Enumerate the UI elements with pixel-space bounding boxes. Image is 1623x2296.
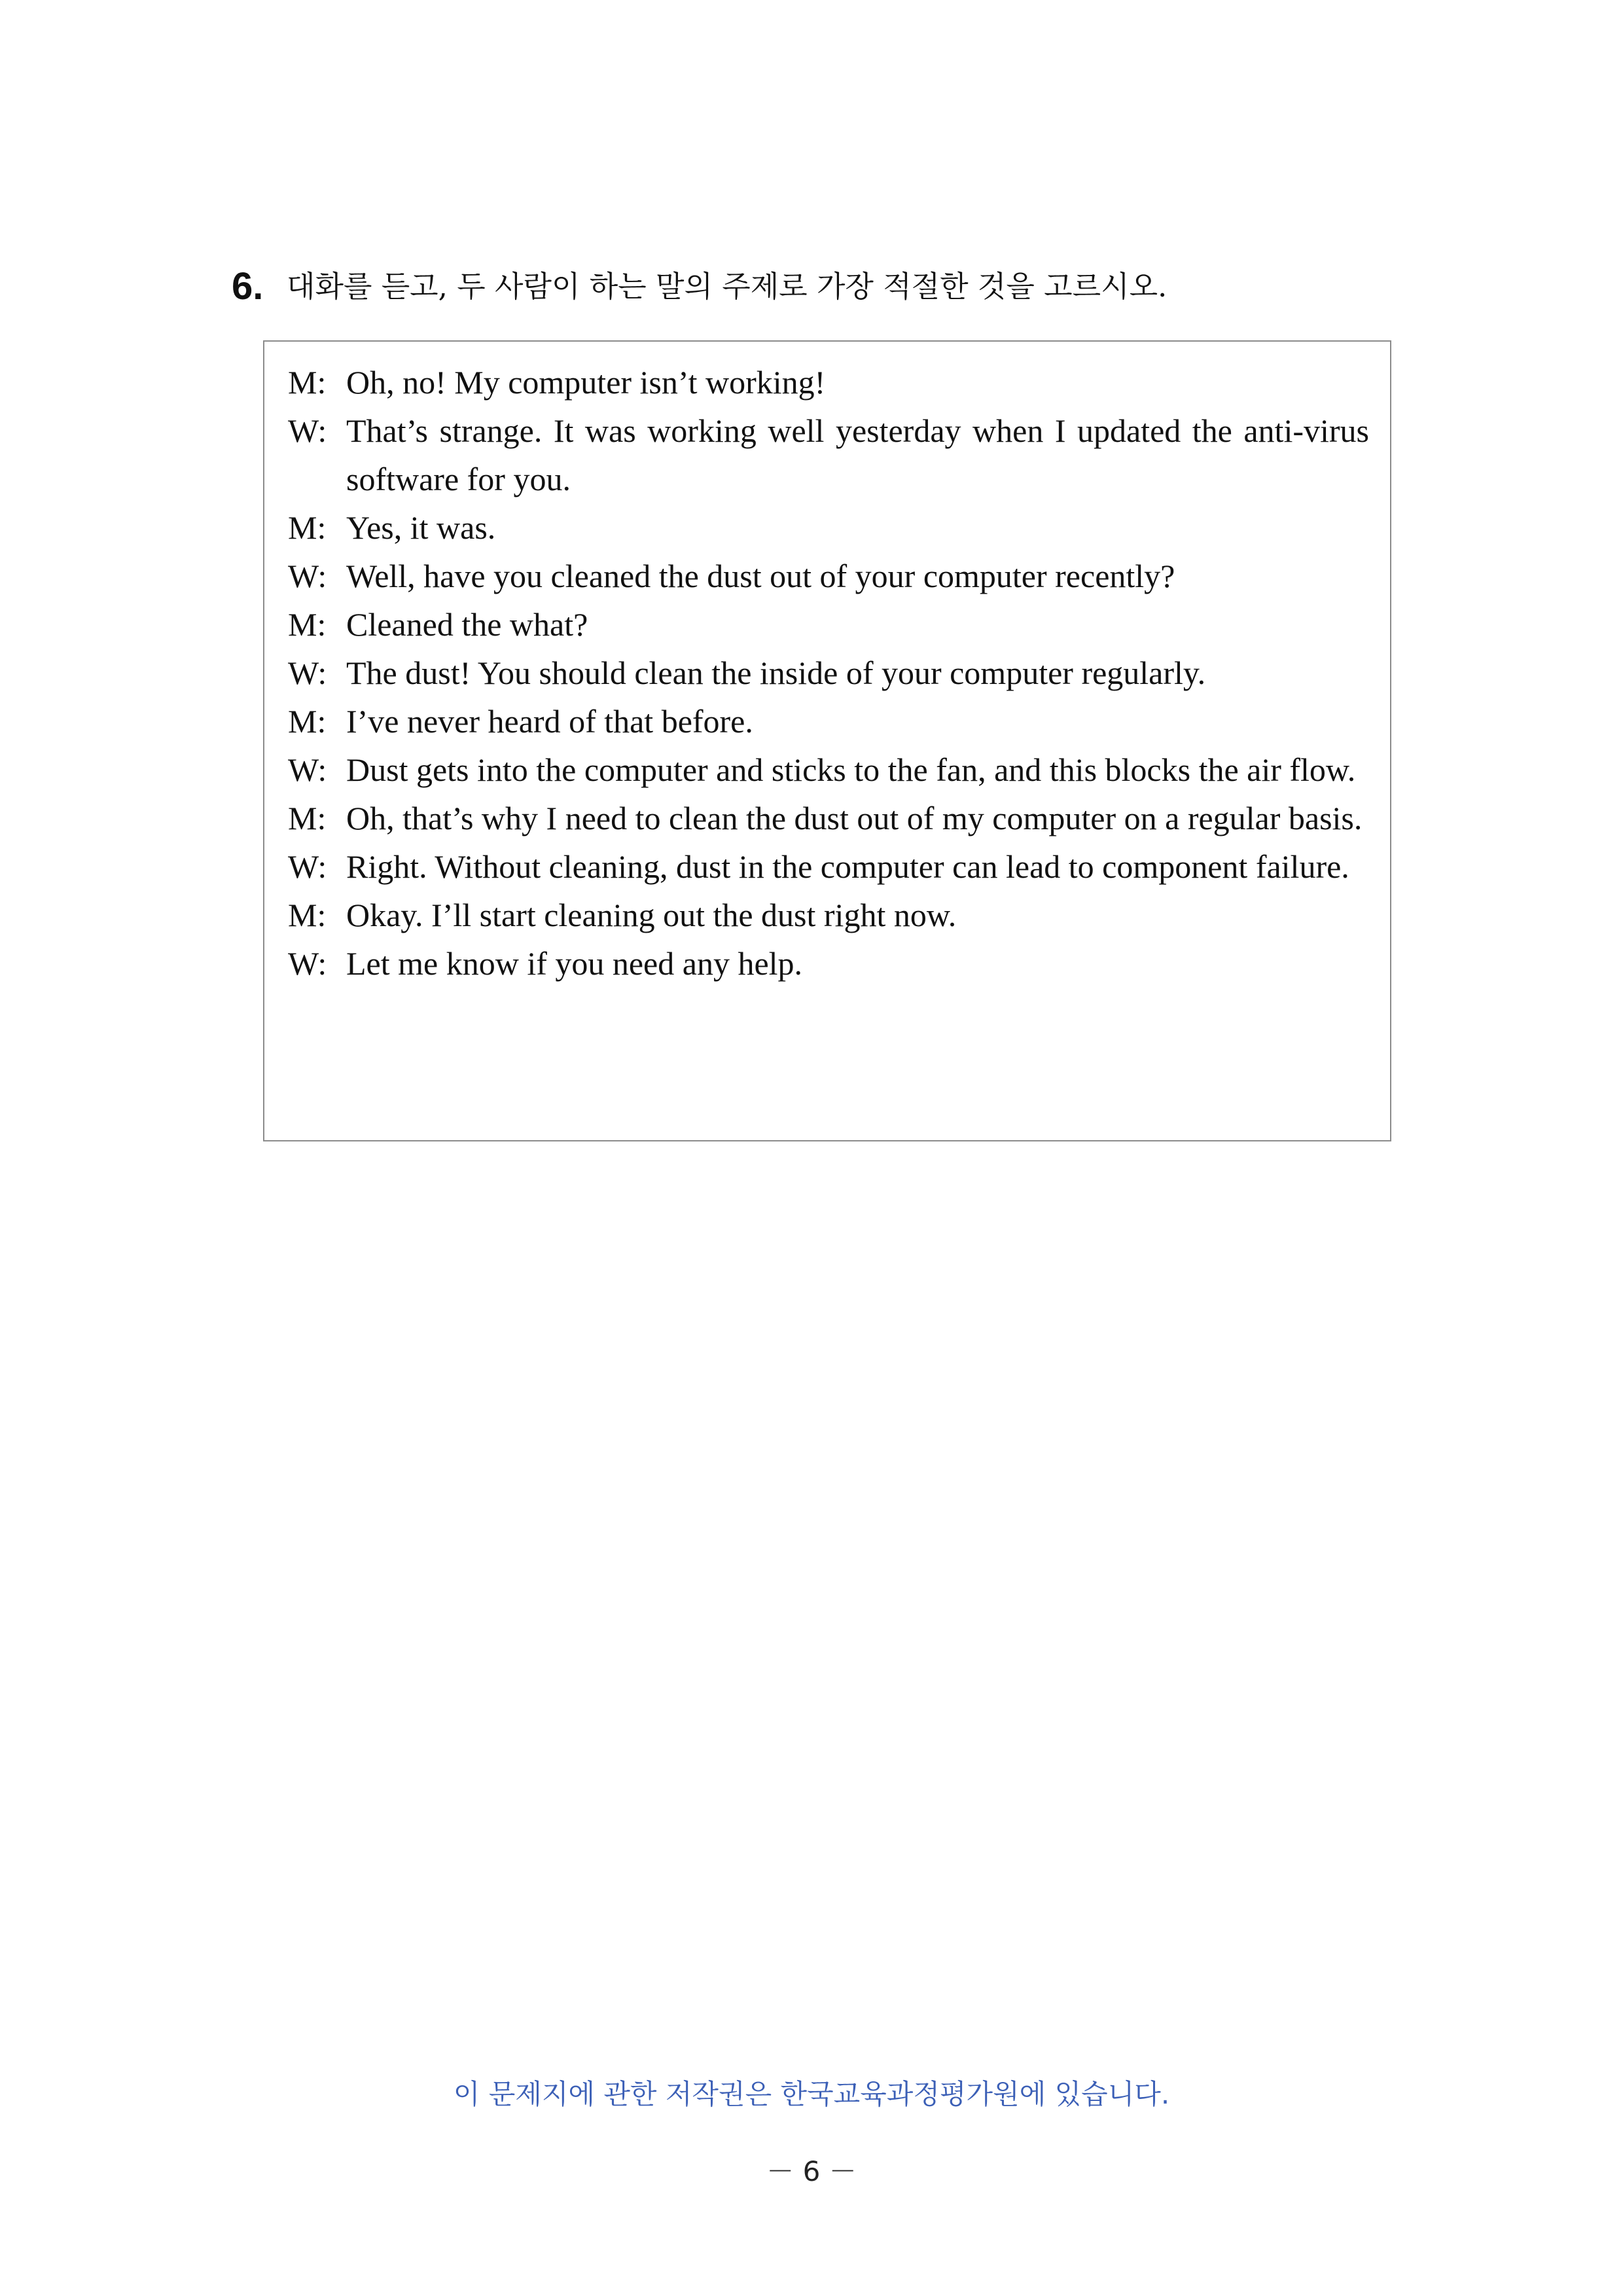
dialogue-line: Dust gets into the computer and sticks to the fan, and this blocks the air flow. [346, 751, 1356, 788]
dialogue-turn [288, 406, 1369, 503]
dialogue-list [288, 358, 1369, 988]
dialogue-line: Okay. I’ll start cleaning out the dust right now. [346, 897, 957, 933]
speaker-label: M: [288, 800, 327, 836]
dialogue-line: The dust! You should clean the inside of your computer regularly. [346, 655, 1206, 691]
dialogue-turn [288, 503, 1369, 552]
dialogue-line: I’ve never heard of that before. [346, 703, 753, 740]
question-header [232, 260, 1410, 313]
dialogue-turn [288, 358, 1369, 406]
dialogue-turn [288, 939, 1369, 988]
dialogue-line: Oh, no! My computer isn’t working! [346, 364, 826, 401]
dialogue-line: Right. Without cleaning, dust in the computer can lead to component failure. [346, 848, 1349, 885]
speaker-label: W: [288, 655, 327, 691]
speaker-label: M: [288, 703, 327, 740]
dialogue-turn [288, 745, 1369, 794]
speaker-label: W: [288, 558, 327, 594]
speaker-label: W: [288, 848, 327, 885]
dialogue-turn [288, 794, 1369, 842]
speaker-label: M: [288, 364, 327, 401]
speaker-label: W: [288, 751, 327, 788]
question-prompt: 대화를 듣고, 두 사람이 하는 말의 주제로 가장 적절한 것을 고르시오. [287, 269, 1168, 304]
dialogue-turn [288, 891, 1369, 939]
dialogue-turn [288, 600, 1369, 649]
dialogue-line: That’s strange. It was working well yesterday when I updated the anti-virus software for you. [346, 412, 1369, 497]
question-number: 6. [232, 265, 264, 308]
copyright-notice: 이 문제지에 관한 저작권은 한국교육과정평가원에 있습니다. [453, 2078, 1170, 2110]
dialogue-line: Yes, it was. [346, 509, 496, 546]
speaker-label: M: [288, 509, 327, 546]
dialogue-turn [288, 697, 1369, 745]
dialogue-turn [288, 552, 1369, 600]
dialogue-turn [288, 842, 1369, 891]
speaker-label: M: [288, 897, 327, 933]
dialogue-line: Oh, that’s why I need to clean the dust out of my computer on a regular basis. [346, 800, 1363, 836]
speaker-label: W: [288, 945, 327, 982]
dialogue-line: Let me know if you need any help. [346, 945, 803, 982]
page-number: － 6 － [766, 2155, 857, 2187]
speaker-label: W: [288, 412, 327, 449]
dialogue-turn [288, 649, 1369, 697]
dialogue-line: Well, have you cleaned the dust out of your computer recently? [346, 558, 1175, 594]
dialogue-line: Cleaned the what? [346, 606, 588, 643]
speaker-label: M: [288, 606, 327, 643]
dialogue-box [263, 340, 1391, 1141]
